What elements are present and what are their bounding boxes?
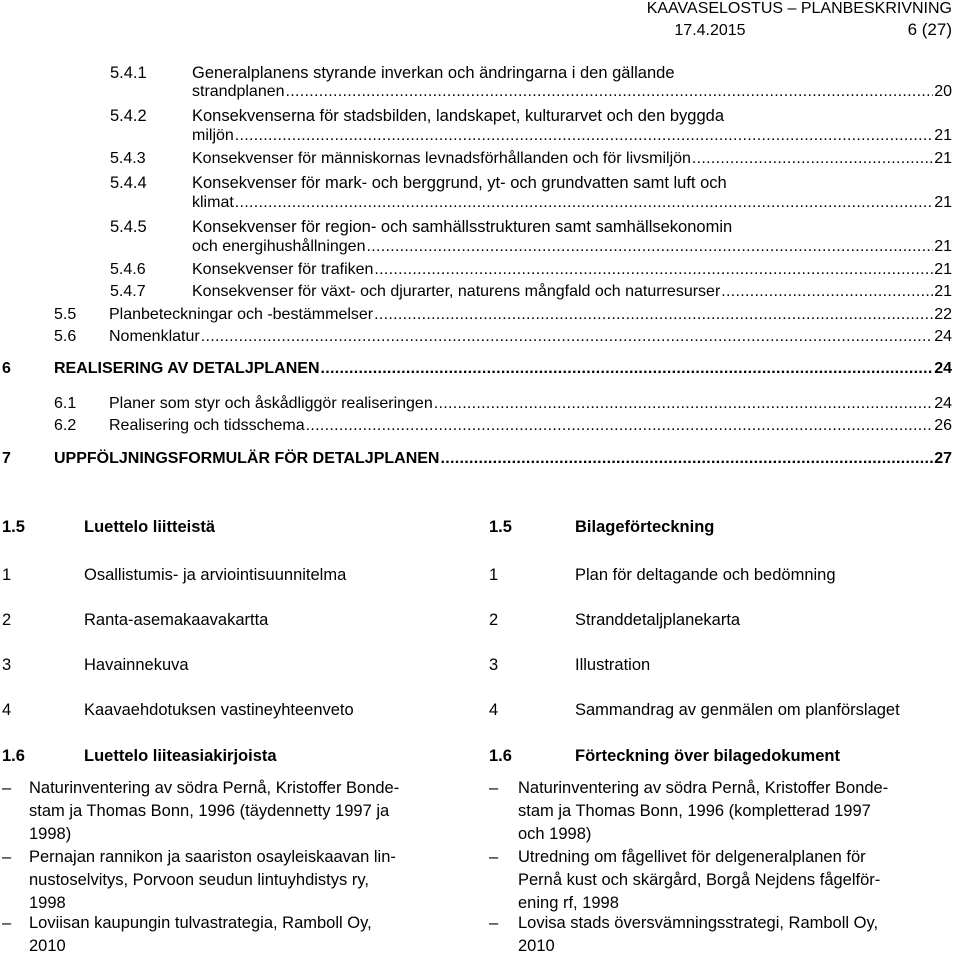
toc-entry-number: 6.1 xyxy=(54,395,77,412)
toc-entry-continuation[interactable] xyxy=(192,127,952,145)
toc-chapter-entry[interactable] xyxy=(2,360,952,378)
toc-leader xyxy=(306,417,934,435)
document-reference: Pernajan rannikon ja saariston osayleiskaavan lin- nustoselvitys, Porvoon seudun lintuyhdistys ry, 1998 xyxy=(29,848,396,912)
toc-chapter-entry[interactable] xyxy=(2,450,952,468)
toc-page: 22 xyxy=(934,306,952,323)
header-date-page xyxy=(674,20,952,41)
toc-entry-title: Konsekvenserna för stadsbilden, landskapet, kulturarvet och den byggda xyxy=(192,107,725,125)
toc-entry-number: 5.5 xyxy=(54,306,77,323)
toc-entry-continuation[interactable] xyxy=(192,83,952,101)
attachment-number: 1 xyxy=(2,566,12,584)
toc-entry-number: 5.4.4 xyxy=(110,174,147,192)
toc-entry[interactable] xyxy=(54,306,952,324)
toc-entry-number: 5.4.5 xyxy=(110,218,147,236)
toc-leader xyxy=(374,306,933,324)
section-heading: Luettelo liiteasiakirjoista xyxy=(84,747,277,765)
toc-entry-title: Konsekvenser för människornas levnadsförhållanden och för livsmiljön xyxy=(192,150,691,167)
toc-entry-number: 7 xyxy=(2,450,11,467)
toc-page: 26 xyxy=(934,417,952,434)
toc-entry[interactable] xyxy=(54,328,952,346)
attachment-title: Plan för deltagande och bedömning xyxy=(575,566,836,584)
list-dash: – xyxy=(489,779,499,797)
document-reference: Loviisan kaupungin tulvastrategia, Ramboll Oy, 2010 xyxy=(29,914,372,955)
section-number: 1.6 xyxy=(2,747,25,765)
toc-entry[interactable] xyxy=(110,261,952,279)
toc-leader xyxy=(235,194,933,212)
attachment-number: 2 xyxy=(2,611,12,629)
list-dash: – xyxy=(2,848,12,866)
attachment-number: 3 xyxy=(489,656,499,674)
section-heading: Bilageförteckning xyxy=(575,518,715,536)
attachment-title: Havainnekuva xyxy=(84,656,189,674)
toc-entry-title: strandplanen xyxy=(192,83,285,100)
toc-entry-continuation[interactable] xyxy=(192,238,952,256)
toc-page: 21 xyxy=(934,150,952,167)
toc-entry-title: Planbeteckningar och -bestämmelser xyxy=(109,306,374,323)
section-number: 1.5 xyxy=(2,518,25,536)
toc-entry-continuation[interactable] xyxy=(192,194,952,212)
toc-entry-number: 5.4.3 xyxy=(110,150,146,167)
document-date: 17.4.2015 xyxy=(674,22,746,39)
toc-page: 21 xyxy=(934,238,952,255)
toc-page: 20 xyxy=(934,83,952,100)
toc-leader xyxy=(721,283,933,301)
document-reference: Naturinventering av södra Pernå, Kristoffer Bonde- stam ja Thomas Bonn, 1996 (täydennetty 1997 ja 1998) xyxy=(29,779,400,843)
toc-entry-title: UPPFÖLJNINGSFORMULÄR FÖR DETALJPLANEN xyxy=(54,450,440,467)
attachment-title: Kaavaehdotuksen vastineyhteenveto xyxy=(84,701,354,719)
list-dash: – xyxy=(2,914,12,932)
document-title: KAAVASELOSTUS – PLANBESKRIVNING xyxy=(646,0,952,17)
attachment-number: 1 xyxy=(489,566,499,584)
toc-page: 24 xyxy=(934,328,952,345)
list-dash: – xyxy=(2,779,12,797)
toc-entry[interactable] xyxy=(54,417,952,435)
toc-entry-title: Konsekvenser för region- och samhällsstrukturen samt samhällsekonomin xyxy=(192,218,733,236)
toc-page: 21 xyxy=(934,194,952,211)
toc-leader xyxy=(692,150,933,168)
toc-entry-title: REALISERING AV DETALJPLANEN xyxy=(54,360,320,377)
section-number: 1.5 xyxy=(489,518,512,536)
toc-entry[interactable] xyxy=(110,150,952,168)
list-dash: – xyxy=(489,914,499,932)
toc-page: 21 xyxy=(934,261,952,278)
toc-entry[interactable] xyxy=(54,395,952,413)
toc-leader xyxy=(434,395,933,413)
toc-entry-title: och energihushållningen xyxy=(192,238,366,255)
section-heading: Förteckning över bilagedokument xyxy=(575,747,840,765)
toc-entry-number: 5.4.2 xyxy=(110,107,147,125)
toc-entry-number: 5.4.1 xyxy=(110,64,147,82)
toc-page: 24 xyxy=(934,360,952,377)
toc-page: 24 xyxy=(934,395,952,412)
attachment-title: Stranddetaljplanekarta xyxy=(575,611,741,629)
attachment-number: 2 xyxy=(489,611,499,629)
toc-entry-title: Generalplanens styrande inverkan och ändringarna i den gällande xyxy=(192,64,675,82)
toc-entry-number: 6 xyxy=(2,360,11,377)
toc-page: 21 xyxy=(934,283,952,300)
attachment-title: Sammandrag av genmälen om planförslaget xyxy=(575,701,900,719)
document-reference: Naturinventering av södra Pernå, Kristoffer Bonde- stam ja Thomas Bonn, 1996 (kompletterad 1997 och 1998) xyxy=(518,779,889,843)
toc-page: 21 xyxy=(934,127,952,144)
toc-entry-title: miljön xyxy=(192,127,234,144)
toc-entry-title: Nomenklatur xyxy=(109,328,200,345)
toc-entry-title: Realisering och tidsschema xyxy=(109,417,305,434)
toc-entry-title: Planer som styr och åskådliggör realiseringen xyxy=(109,395,433,412)
toc-leader xyxy=(440,450,933,468)
attachment-title: Ranta-asemakaavakartta xyxy=(84,611,269,629)
attachment-number: 4 xyxy=(489,701,499,719)
attachment-number: 3 xyxy=(2,656,12,674)
attachment-title: Illustration xyxy=(575,656,651,674)
toc-entry[interactable] xyxy=(110,283,952,301)
attachment-number: 4 xyxy=(2,701,12,719)
page-number: 6 (27) xyxy=(907,20,952,39)
toc-leader xyxy=(366,238,933,256)
toc-entry-number: 5.6 xyxy=(54,328,77,345)
toc-leader xyxy=(286,83,934,101)
toc-entry-title: Konsekvenser för trafiken xyxy=(192,261,374,278)
toc-entry-number: 5.4.6 xyxy=(110,261,146,278)
document-reference: Utredning om fågellivet för delgeneralplanen för Pernå kust och skärgård, Borgå Nejdens fågelför- ening rf, 1998 xyxy=(518,848,881,912)
toc-page: 27 xyxy=(934,450,952,467)
toc-entry-title: Konsekvenser för växt- och djurarter, naturens mångfald och naturresurser xyxy=(192,283,721,300)
toc-leader xyxy=(374,261,933,279)
list-dash: – xyxy=(489,848,499,866)
document-reference: Lovisa stads översvämningsstrategi, Ramboll Oy, 2010 xyxy=(518,914,879,955)
toc-leader xyxy=(235,127,933,145)
toc-entry-number: 6.2 xyxy=(54,417,77,434)
toc-entry-title: klimat xyxy=(192,194,234,211)
section-number: 1.6 xyxy=(489,747,512,765)
toc-entry-title: Konsekvenser för mark- och berggrund, yt- och grundvatten samt luft och xyxy=(192,174,727,192)
attachment-title: Osallistumis- ja arviointisuunnitelma xyxy=(84,566,347,584)
section-heading: Luettelo liitteistä xyxy=(84,518,216,536)
toc-leader xyxy=(201,328,934,346)
toc-leader xyxy=(321,360,934,378)
toc-entry-number: 5.4.7 xyxy=(110,283,146,300)
